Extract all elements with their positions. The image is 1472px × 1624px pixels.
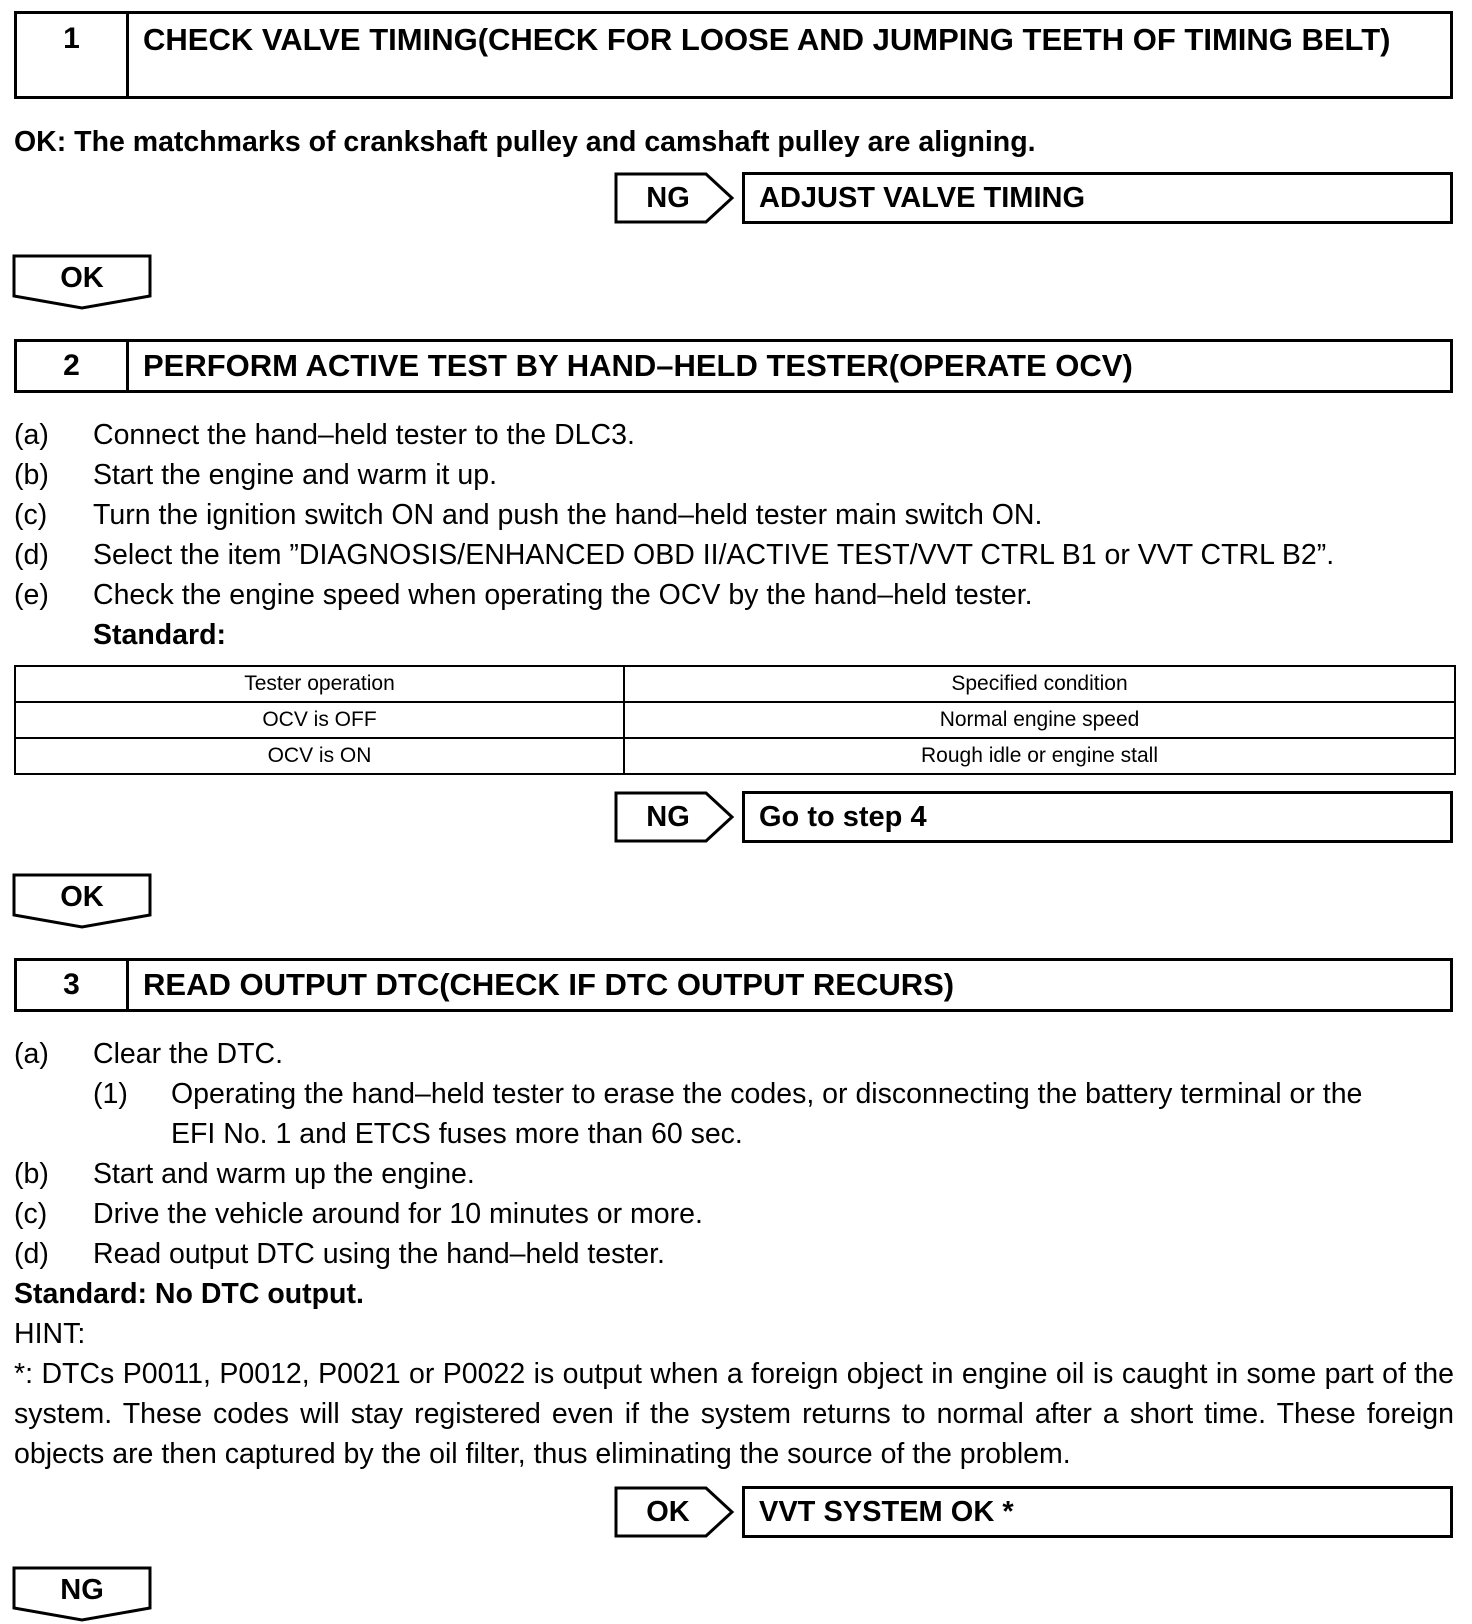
step-3-item-label: (b) xyxy=(14,1158,49,1190)
step-3-item-text: Read output DTC using the hand–held tester. xyxy=(93,1238,665,1270)
step-3-sub-label: (1) xyxy=(93,1078,128,1110)
table-cell: OCV is ON xyxy=(15,738,624,774)
step-2-item-label: (d) xyxy=(14,539,49,571)
step-1-continue-label: OK xyxy=(60,262,104,294)
step-3-title: READ OUTPUT DTC(CHECK IF DTC OUTPUT RECURS) xyxy=(143,967,955,1002)
step-2-result-tag xyxy=(614,791,736,843)
step-1-result-tag xyxy=(614,172,736,224)
table-cell: Rough idle or engine stall xyxy=(624,738,1455,774)
step-3-item-text: Start and warm up the engine. xyxy=(93,1158,475,1190)
step-3-standard: Standard: No DTC output. xyxy=(14,1278,364,1310)
step-2-result-action: Go to step 4 xyxy=(742,791,1453,843)
step-2-continue xyxy=(12,873,152,929)
table-cell: OCV is OFF xyxy=(15,702,624,738)
step-3-result-tag xyxy=(614,1486,736,1538)
hint-text: *: DTCs P0011, P0012, P0021 or P0022 is output when a foreign object in engine oil is caught in some part of the system. These codes will stay registered even if the system returns to normal after a short time. These foreign objects are then captured by the oil filter, thus eliminating the source of the problem. xyxy=(14,1358,1454,1470)
step-2-item-text: Connect the hand–held tester to the DLC3. xyxy=(93,419,635,451)
step-3-item-text: Clear the DTC. xyxy=(93,1038,284,1070)
step-3-continue xyxy=(12,1566,152,1622)
step-2-item-label: (b) xyxy=(14,459,49,491)
step-2-item-text: Turn the ignition switch ON and push the hand–held tester main switch ON. xyxy=(93,499,1043,531)
standard-table xyxy=(14,665,1456,775)
step-3-item-text: Drive the vehicle around for 10 minutes or more. xyxy=(93,1198,703,1230)
step-3-number: 3 xyxy=(17,961,129,1009)
table-header-cell: Specified condition xyxy=(624,666,1455,702)
step-2-item-text: Start the engine and warm it up. xyxy=(93,459,497,491)
step-3-result-action: VVT SYSTEM OK * xyxy=(742,1486,1453,1538)
step-3-item-label: (d) xyxy=(14,1238,49,1270)
step-2-header xyxy=(14,339,1453,393)
step-2-number: 2 xyxy=(17,342,129,390)
step-2-item-text: Select the item ”DIAGNOSIS/ENHANCED OBD II/ACTIVE TEST/VVT CTRL B1 or VVT CTRL B2”. xyxy=(93,539,1335,571)
step-3-continue-label: NG xyxy=(60,1574,104,1606)
step-2-item-label: (a) xyxy=(14,419,49,451)
step-3-item-label: (c) xyxy=(14,1198,48,1230)
table-row xyxy=(15,738,1455,774)
table-row xyxy=(15,702,1455,738)
step-1-ok-statement: OK: The matchmarks of crankshaft pulley and camshaft pulley are aligning. xyxy=(14,126,1036,158)
step-2-standard-label: Standard: xyxy=(93,619,227,651)
step-2-title: PERFORM ACTIVE TEST BY HAND–HELD TESTER(OPERATE OCV) xyxy=(143,348,1133,383)
step-3-item-label: (a) xyxy=(14,1038,49,1070)
step-1-title: CHECK VALVE TIMING(CHECK FOR LOOSE AND JUMPING TEETH OF TIMING BELT) xyxy=(143,22,1391,57)
step-1-result-tag-label: NG xyxy=(646,182,690,214)
step-1-header xyxy=(14,11,1453,99)
step-2-item-label: (c) xyxy=(14,499,48,531)
step-3-sub-text-line-1: Operating the hand–held tester to erase the codes, or disconnecting the battery terminal or the xyxy=(171,1078,1363,1110)
table-header-cell: Tester operation xyxy=(15,666,624,702)
step-1-result-action: ADJUST VALVE TIMING xyxy=(742,172,1453,224)
step-2-result-tag-label: NG xyxy=(646,801,690,833)
step-1-continue xyxy=(12,254,152,310)
step-3-result-tag-label: OK xyxy=(646,1496,690,1528)
table-header-row xyxy=(15,666,1455,702)
step-3-sub-text-line-2: EFI No. 1 and ETCS fuses more than 60 sec. xyxy=(171,1118,743,1150)
step-2-item-label: (e) xyxy=(14,579,49,611)
table-cell: Normal engine speed xyxy=(624,702,1455,738)
step-1-number: 1 xyxy=(17,14,129,96)
step-3-header xyxy=(14,958,1453,1012)
step-2-continue-label: OK xyxy=(60,881,104,913)
step-2-item-text: Check the engine speed when operating the OCV by the hand–held tester. xyxy=(93,579,1033,611)
hint-label: HINT: xyxy=(14,1318,86,1350)
